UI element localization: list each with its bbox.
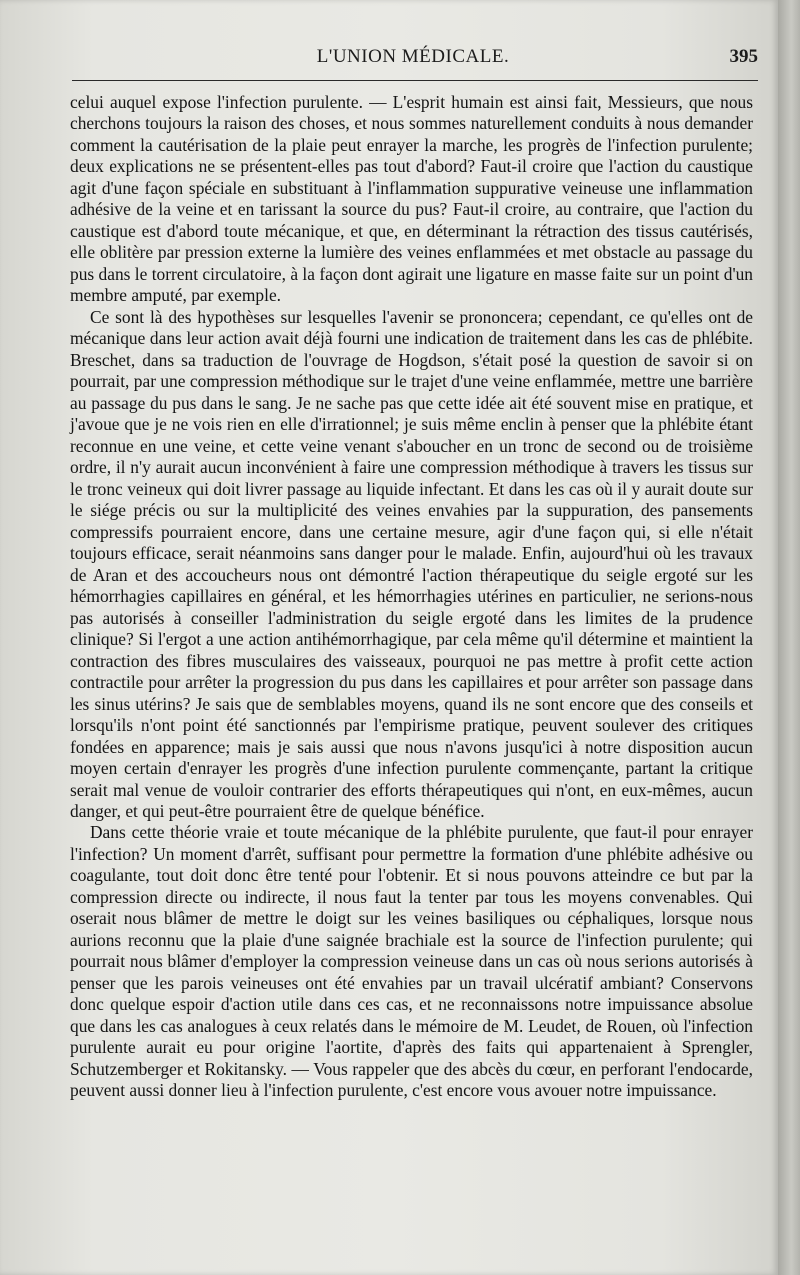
- running-title: L'UNION MÉDICALE.: [316, 46, 510, 67]
- header-rule: [72, 80, 758, 81]
- body-text: [70, 92, 753, 1102]
- page-number: 395: [729, 46, 758, 67]
- page-edge: [778, 0, 800, 1275]
- paragraph: celui auquel expose l'infection purulente. — L'esprit humain est ainsi fait, Messieurs, que nous cherchons toujours la raison des choses, et nous sommes naturellement conduits à nous demander comment la cautérisation de la plaie peut enrayer la marche, les progrès de l'infection purulente; deux explications ne se présentent-elles pas tout d'abord? Faut-il croire que l'action du caustique agit d'une façon spéciale en substituant à l'inflammation suppurative veineuse une inflammation adhésive de la veine et en tarissant la source du pus? Faut-il croire, au contraire, que l'action du caustique est d'abord toute mécanique, et que, en déterminant la rétraction des tissus cautérisés, elle oblitère par pression externe la lumière des veines enflammées et met obstacle au passage du pus dans le torrent circulatoire, à la façon dont agirait une ligature en masse faite sur un point d'un membre amputé, par exemple.: [70, 92, 753, 306]
- page-header: [68, 46, 758, 76]
- paragraph: Dans cette théorie vraie et toute mécanique de la phlébite purulente, que faut-il pour enrayer l'infection? Un moment d'arrêt, suffisant pour permettre la formation d'une phlébite adhésive ou coagulante, tout doit donc être tenté pour l'obtenir. Et si nous pouvons atteindre ce but par la compression directe ou indirecte, il nous faut la tenter par tous les moyens convenables. Qui oserait nous blâmer de mettre le doigt sur les veines basiliques ou céphaliques, lorsque nous aurions reconnu que la plaie d'une saignée brachiale est la source de l'infection purulente; qui pourrait nous blâmer d'employer la compression veineuse dans un cas où nous serions autorisés à penser que les parois veineuses ont été envahies par un travail ulcératif ambiant? Conservons donc quelque espoir d'action utile dans ces cas, et ne reconnaissons notre impuissance absolue que dans les cas analogues à ceux relatés dans le mémoire de M. Leudet, de Rouen, où l'infection purulente aurait eu pour origine l'aortite, d'après des faits qui appartenaient à Sprengler, Schutzemberger et Rokitansky. — Vous rappeler que des abcès du cœur, en perforant l'endocarde, peuvent aussi donner lieu à l'infection purulente, c'est encore vous avouer notre impuissance.: [70, 822, 753, 1101]
- paragraph: Ce sont là des hypothèses sur lesquelles l'avenir se prononcera; cependant, ce qu'elles ont de mécanique dans leur action avait déjà fourni une indication de traitement dans les cas de phlébite. Breschet, dans sa traduction de l'ouvrage de Hogdson, s'était posé la question de savoir si on pourrait, par une compression méthodique sur le trajet d'une veine enflammée, mettre une barrière au passage du pus dans le sang. Je ne sache pas que cette idée ait été souvent mise en pratique, et j'avoue que je ne vois rien en elle d'irrationnel; je suis même enclin à penser que la phlébite étant reconnue en une veine, et cette veine venant s'aboucher en un tronc de second ou de troisième ordre, il n'y aurait aucun inconvénient à faire une compression méthodique à travers les tissus sur le tronc veineux qui doit livrer passage au liquide infectant. Et dans les cas où il y aurait doute sur le siége précis ou sur la multiplicité des veines envahies par la suppuration, des pansements compressifs pourraient encore, dans une certaine mesure, agir d'une façon qui, si elle n'était toujours efficace, serait néanmoins sans danger pour le malade. Enfin, aujourd'hui où les travaux de Aran et des accoucheurs nous ont démontré l'action thérapeutique du seigle ergoté sur les hémorrhagies capillaires en général, et les hémorrhagies utérines en particulier, ne serions-nous pas autorisés à conseiller l'administration du seigle ergoté dans les limites de la prudence clinique? Si l'ergot a une action antihémorrhagique, par cela même qu'il détermine et maintient la contraction des fibres musculaires des vaisseaux, pourquoi ne pas mettre à profit cette action contractile pour arrêter la progression du pus dans les capillaires et pour arrêter son passage dans les sinus utérins? Je sais que de semblables moyens, quand ils ne sont encore que des conseils et lorsqu'ils n'ont point été sanctionnés par l'empirisme pratique, peuvent soulever des critiques fondées en apparence; mais je sais aussi que nous n'avons jusqu'ici à notre disposition aucun moyen certain d'enrayer les progrès d'une infection purulente commençante, partant la critique serait mal venue de vouloir contrarier des efforts thérapeutiques qui n'ont, en eux-mêmes, aucun danger, et qui peut-être pourraient être de quelque bénéfice.: [70, 306, 753, 821]
